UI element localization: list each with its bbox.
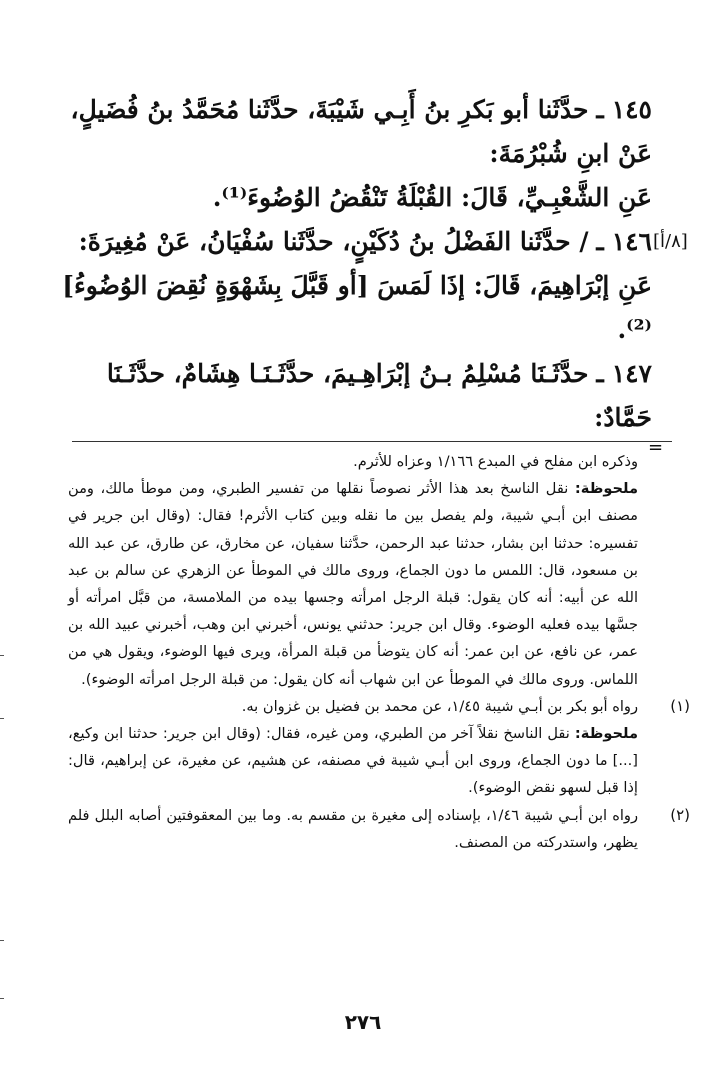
footnote-number: (٢) xyxy=(670,805,690,824)
hadith-line: عَنِ الشَّعْبِـيِّ، قَالَ: القُبْلَةُ تَنْقُضُ الوُضُوءَ⁽¹⁾. xyxy=(212,183,652,212)
scan-mark xyxy=(0,655,4,656)
remark-label: ملحوظة: xyxy=(574,725,638,743)
continuation-mark: = xyxy=(648,437,664,458)
footnote-continuation: وذكره ابن مفلح في المبدع ١/١٦٦ وعزاه للأثرم. xyxy=(353,453,638,470)
remark-label: ملحوظة: xyxy=(574,480,638,498)
hadith-line: حدَّثَـنَا مُسْلِمُ بـنُ إبْرَاهِـيمَ، حدَّثَـنَـا هِشَامٌ، حدَّثَـنَا xyxy=(106,359,589,388)
scan-mark xyxy=(0,940,4,941)
footnotes xyxy=(68,448,690,856)
footnote-1: (١) رواه أبو بكر بن أبـي شيبة ١/٤٥، عن محمد بن فضيل بن غزوان به. xyxy=(68,693,638,720)
footnote-remark: ملحوظة: نقل الناسخ بعد هذا الأثر نصوصاً نقلها من تفسير الطبري، ومن موطأ مالك، ومن مصنف ابن أبـي شيبة، ولم يفصل بين ما نقله وبين كتاب الأثرم! فقال: (وقال ابن جرير في تفسيره: حدثنا ابن بشار، حدثنا عبد الرحمن، حدَّثنا سفيان، عن مخارق، عن طارق، عن عبد الله بن مسعود، قال: اللمس ما دون الجماع، وروى مالك في الموطأ عن الزهري عن سالم بن عبد الله عن أبيه: أنه كان يقول: قبلة الرجل امرأته وجسها بيده من الملامسة، من قبَّل امرأته أو جسَّها بيده فعليه الوضوء. وقال ابن جرير: حدثني يونس، أخبرني ابن وهب، أخبرني عبيد الله بن عمر، عن نافع، عن ابن عمر: أنه كان يتوضأ من قبلة المرأة، ويرى فيها الوضوء، ويقول هي من اللماس. وروى مالك في الموطأ عن ابن شهاب أنه كان يقول: من قبلة الرجل امرأته الوضوء). xyxy=(68,480,638,688)
page-number: ٢٧٦ xyxy=(344,1010,382,1034)
main-text xyxy=(40,88,652,440)
scan-mark xyxy=(0,718,4,719)
hadith-line: / حدَّثَنا الفَضْلُ بنُ دُكَيْنٍ، حدَّثَنا سُفْيَانُ، عَنْ مُغِيرَةَ: xyxy=(78,227,589,256)
manuscript-folio-marker: [٨/أ] xyxy=(653,231,688,252)
hadith-line: عَنِ إبْرَاهِيمَ، قَالَ: إذَا لَمَسَ [أو قَبَّلَ بِشَهْوَةٍ نُقِضَ الوُضُوءُ]⁽²⁾. xyxy=(62,271,652,344)
hadith-145: ١٤٥ ـ حدَّثَنا أبو بَكرِ بنُ أَبِـي شَيْبَةَ، حدَّثَنا مُحَمَّدُ بنُ فُضَيلٍ، xyxy=(70,95,652,124)
footnote-number: (١) xyxy=(670,696,690,715)
scan-mark xyxy=(0,998,4,999)
hadith-line: حَمَّادٌ: xyxy=(594,403,652,432)
hadith-line: حدَّثَنا أبو بَكرِ بنُ أَبِـي شَيْبَةَ، حدَّثَنا مُحَمَّدُ بنُ فُضَيلٍ، xyxy=(70,95,589,124)
hadith-147: ١٤٧ ـ حدَّثَـنَا مُسْلِمُ بـنُ إبْرَاهِـيمَ، حدَّثَـنَـا هِشَامٌ، حدَّثَـنَا xyxy=(106,359,652,388)
hadith-146: ١٤٦ ـ / حدَّثَنا الفَضْلُ بنُ دُكَيْنٍ، حدَّثَنا سُفْيَانُ، عَنْ مُغِيرَةَ: xyxy=(78,227,652,256)
footnote-2: (٢) رواه ابن أبـي شيبة ١/٤٦، بإسناده إلى مغيرة بن مقسم به. وما بين المعقوفتين أصابه البلل فلم يظهر، واستدركته من المصنف. xyxy=(68,802,638,856)
footnote-separator xyxy=(72,441,672,442)
hadith-number: ١٤٧ xyxy=(611,359,652,388)
footnote-remark: ملحوظة: نقل الناسخ نقلاً آخر من الطبري، ومن غيره، فقال: (وقال ابن جرير: حدثنا ابن وكيع، [...] ما دون الجماع، وروى ابن أبـي شيبة في مصنفه، عن هشيم، عن مغيرة، عن إبراهيم، قال: إذا قبل لسهو نقض الوضوء). xyxy=(68,725,638,797)
hadith-number: ١٤٥ xyxy=(611,95,652,124)
hadith-line: عَنْ ابنِ شُبْرُمَةَ: xyxy=(489,139,652,168)
hadith-number: ١٤٦ xyxy=(611,227,652,256)
